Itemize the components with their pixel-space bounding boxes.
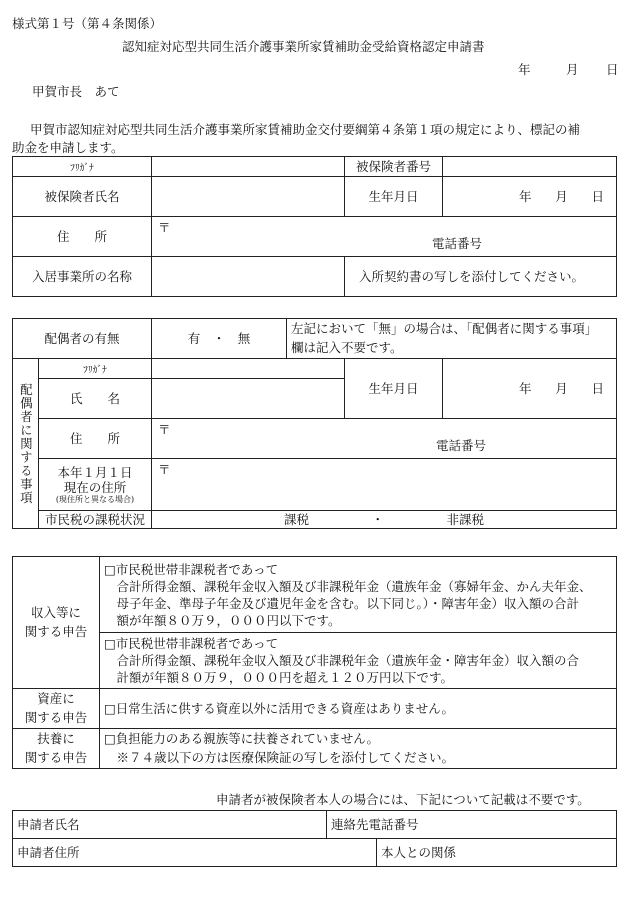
insured-table — [12, 156, 617, 297]
spouse-current-postal-mark: 〒 — [158, 462, 171, 477]
spouse-postal-mark: 〒 — [158, 422, 171, 437]
spouse-presence-label: 配偶者の有無 — [13, 319, 152, 359]
applicant-address-field[interactable]: 申請者住所 — [13, 839, 377, 867]
furigana-label: ﾌﾘｶﾞﾅ — [13, 157, 152, 177]
spouse-presence-note: 左記において「無」の場合は、「配偶者に関する事項」 欄は記入不要です。 — [287, 319, 617, 359]
applicant-table — [12, 810, 617, 867]
insured-number-input[interactable] — [443, 157, 617, 177]
spouse-address-label: 住 所 — [39, 419, 152, 459]
header-date-year: 年 — [518, 62, 531, 77]
support-declaration-label: 扶養に 関する申告 — [13, 729, 100, 769]
insured-number-label: 被保険者番号 — [345, 157, 443, 177]
insured-name-label: 被保険者氏名 — [13, 177, 152, 217]
spouse-table — [12, 318, 617, 529]
insured-address-input[interactable] — [152, 217, 617, 257]
insured-birthdate-input[interactable]: 年 月 日 — [443, 177, 617, 217]
addressee: 甲賀市長 あて — [32, 84, 120, 99]
spouse-birthdate-label: 生年月日 — [345, 359, 443, 419]
support-option[interactable]: □負担能力のある親族等に扶養されていません。 ※７４歳以下の方は医療保険証の写しを添付してください。 — [100, 729, 617, 769]
tax-status-label: 市民税の課税状況 — [39, 511, 152, 529]
facility-name-label: 入居事業所の名称 — [13, 257, 152, 297]
intro-line-2: 助金を申請します。 — [12, 140, 124, 155]
spouse-address-input[interactable] — [152, 419, 617, 459]
spouse-furigana-label: ﾌﾘｶﾞﾅ — [39, 359, 152, 379]
spouse-presence-options[interactable]: 有 ・ 無 — [152, 319, 287, 359]
intro-line-1: 甲賀市認知症対応型共同生活介護事業所家賃補助金交付要綱第４条第１項の規定により、標記の補 — [30, 122, 581, 137]
applicant-relation-field[interactable]: 本人との関係 — [377, 839, 617, 867]
insured-name-input[interactable] — [152, 177, 345, 217]
spouse-section-label: 配偶者に関する事項 — [13, 359, 39, 529]
spouse-phone-label: 電話番号 — [436, 438, 487, 454]
postal-mark: 〒 — [158, 220, 171, 235]
form-number: 様式第１号（第４条関係） — [12, 16, 163, 31]
tax-status-options[interactable]: 課税 ・ 非課税 — [152, 511, 617, 529]
assets-declaration-label: 資産に 関する申告 — [13, 689, 100, 729]
facility-name-input[interactable] — [152, 257, 345, 297]
header-date-month: 月 — [566, 62, 579, 77]
applicant-name-field[interactable]: 申請者氏名 — [13, 811, 327, 839]
spouse-furigana-input[interactable] — [152, 359, 345, 379]
header-date-day: 日 — [606, 62, 619, 77]
income-declaration-label: 収入等に 関する申告 — [13, 557, 100, 689]
spouse-birthdate-input[interactable]: 年 月 日 — [443, 359, 617, 419]
spouse-current-address-input[interactable] — [152, 459, 617, 511]
applicant-note: 申請者が被保険者本人の場合には、下記について記載は不要です。 — [216, 792, 590, 807]
form-title: 認知症対応型共同生活介護事業所家賃補助金受給資格認定申請書 — [122, 39, 485, 54]
insured-phone-label: 電話番号 — [432, 236, 483, 252]
spouse-name-label: 氏 名 — [39, 379, 152, 419]
income-option-1[interactable]: □市民税世帯非課税者であって 合計所得金額、課税年金収入額及び非課税年金（遺族年金（寡婦年金、かん夫年金、 母子年金、準母子年金及び遺児年金を含む。以下同じ。）・障害年金）収入額の合計 額が年額８０万９，０００円以下です。 — [100, 557, 617, 633]
furigana-input[interactable] — [152, 157, 345, 177]
insured-address-label: 住 所 — [13, 217, 152, 257]
spouse-name-input[interactable] — [152, 379, 345, 419]
contract-note: 入所契約書の写しを添付してください。 — [345, 257, 617, 297]
spouse-current-address-label: 本年１月１日 現在の住所 (現住所と異なる場合) — [39, 459, 152, 511]
declarations-table — [12, 556, 617, 769]
assets-option[interactable]: □日常生活に供する資産以外に活用できる資産はありません。 — [100, 689, 617, 729]
applicant-phone-field[interactable]: 連絡先電話番号 — [327, 811, 617, 839]
income-option-2[interactable]: □市民税世帯非課税者であって 合計所得金額、課税年金収入額及び非課税年金（遺族年金・障害年金）収入額の合 計額が年額８０万９，０００円を超え１２０万円以下です。 — [100, 633, 617, 689]
insured-birthdate-label: 生年月日 — [345, 177, 443, 217]
